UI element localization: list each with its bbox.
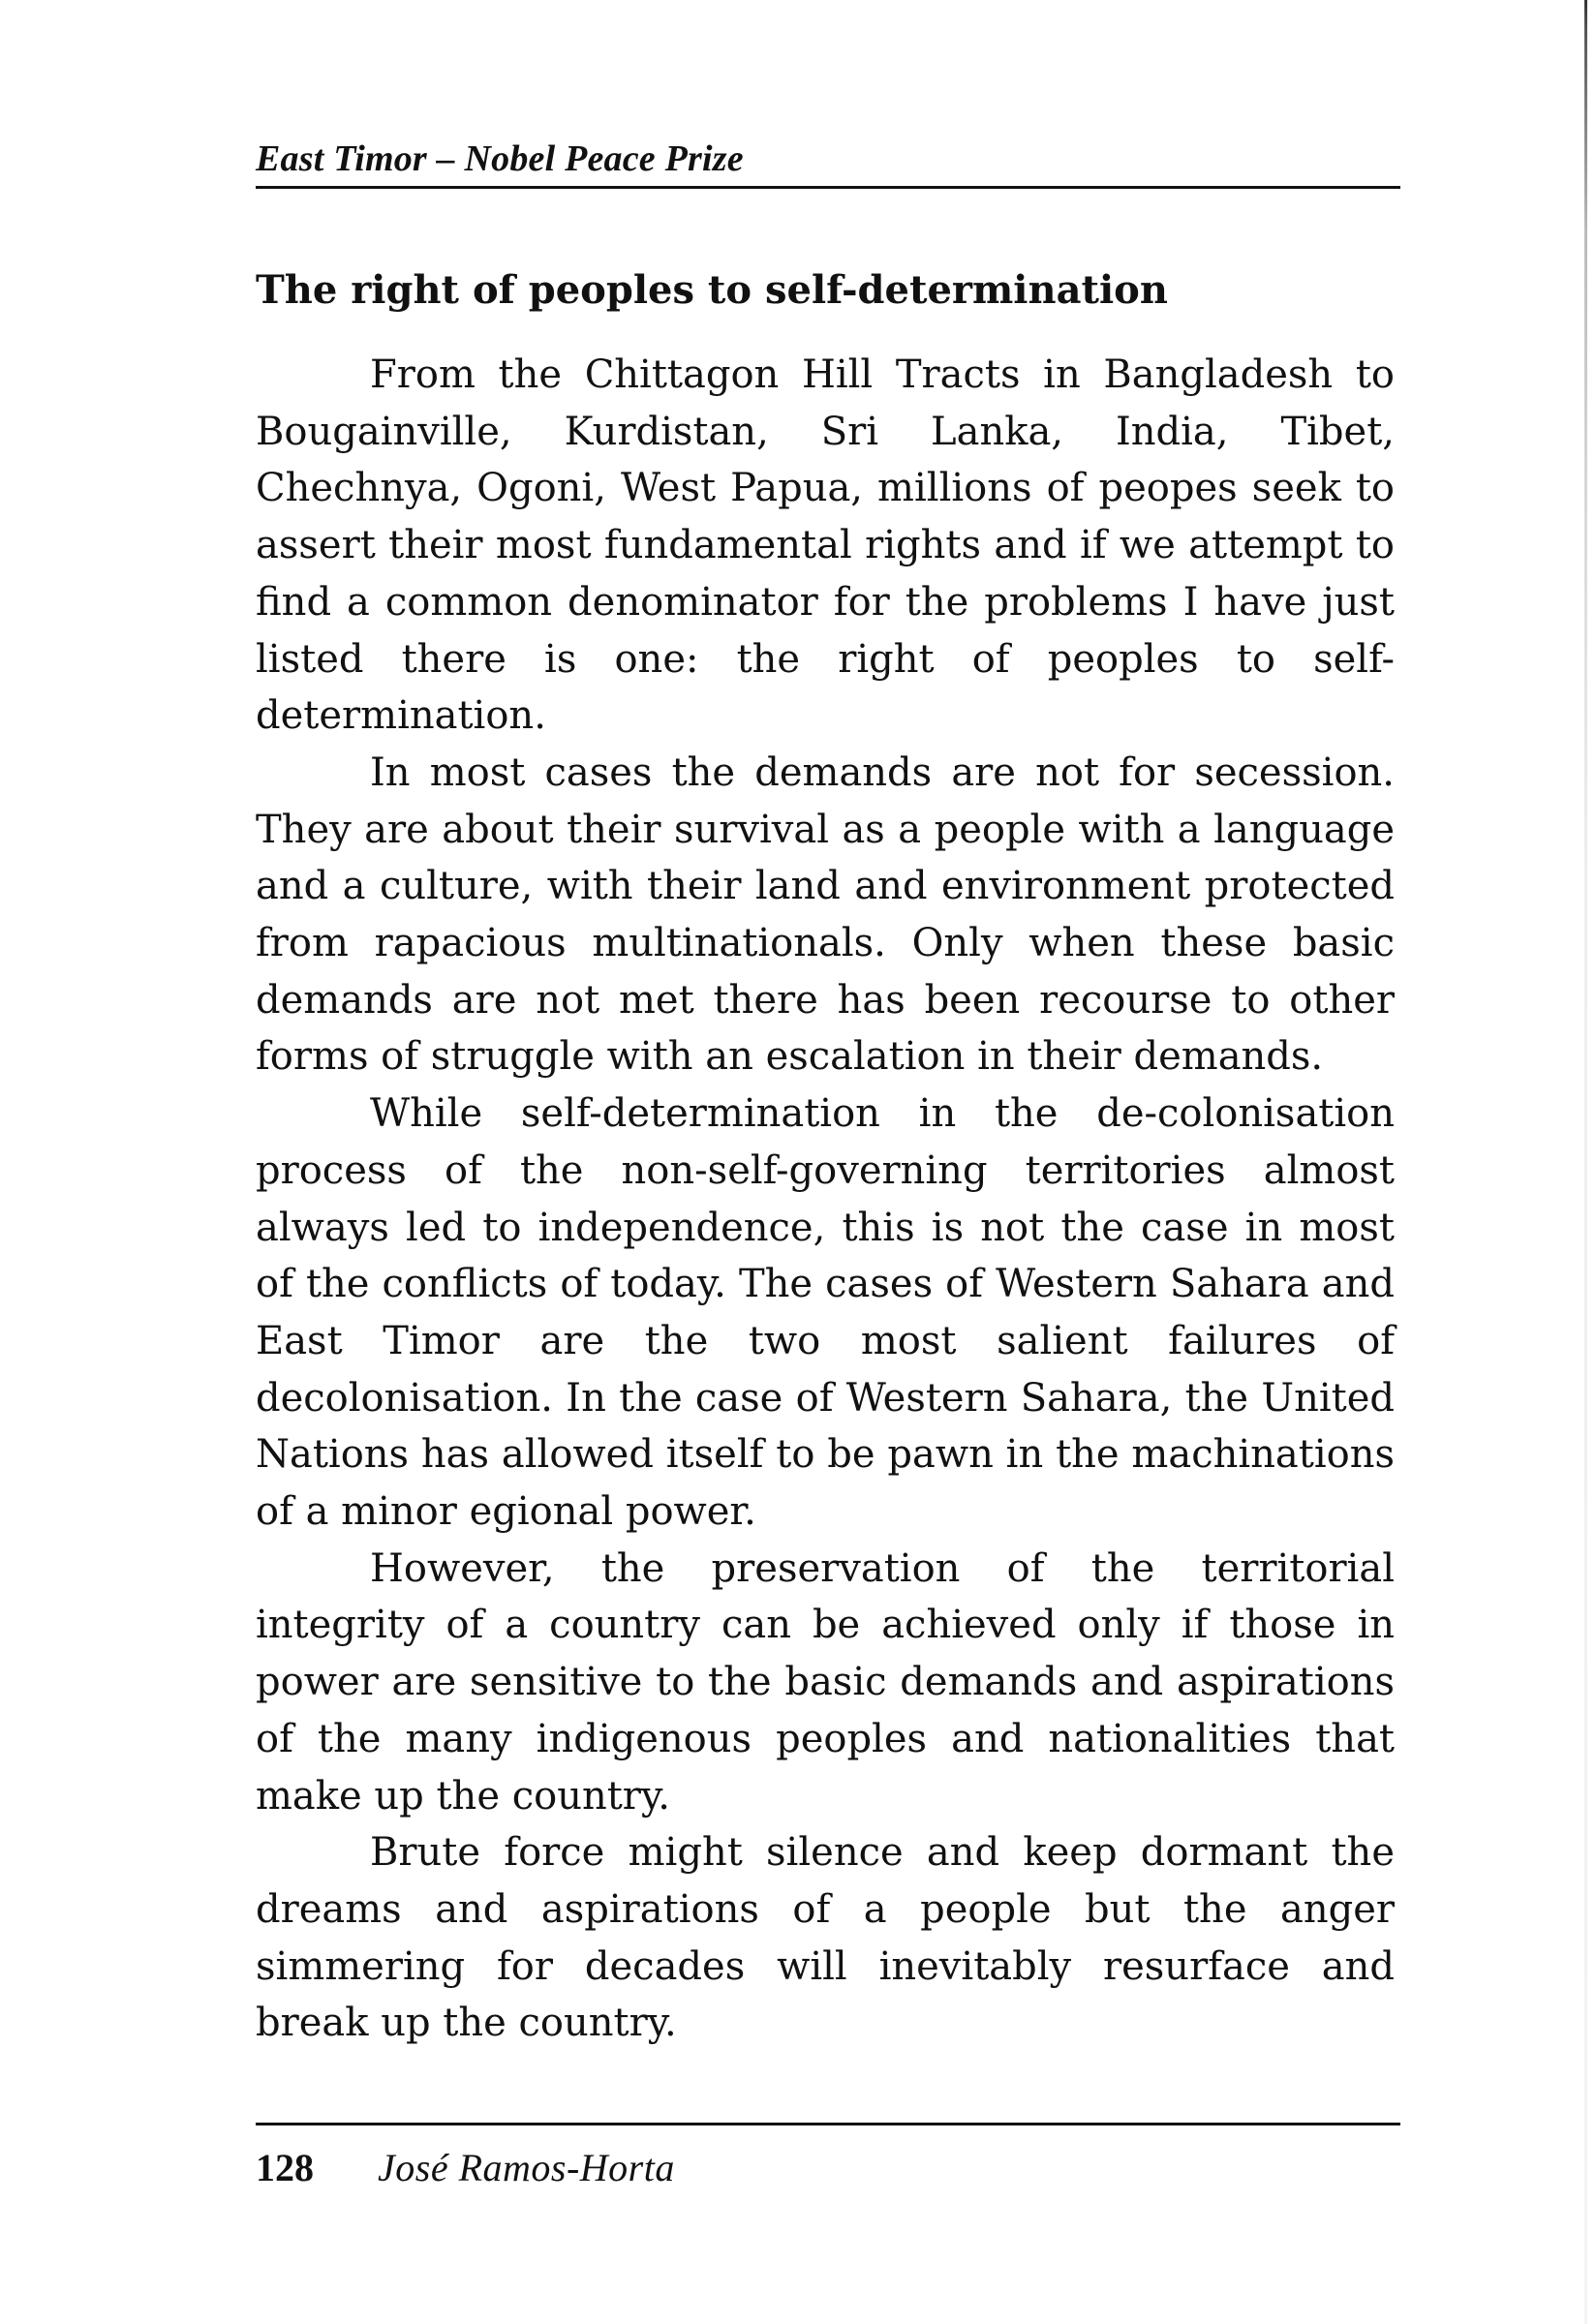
paragraph: While self-determination in the de-colonisation process of the non-self-governing territories almost always led to independence, this is not the case in most of the conflicts of today. The cases of Western Sahara and East Timor are the two most salient failures of decolonisation. In the case of Western Sahara, the United Nations has allowed itself to be pawn in the machinations of a minor egional power. (256, 1091, 1395, 1535)
paragraph: In most cases the demands are not for secession. They are about their survival as a people with a language and a culture, with their land and environment protected from rapacious multinationals. Only when these basic demands are not met there has been recourse to other forms of struggle with an escalation in their demands. (256, 749, 1395, 1080)
page-edge-shadow (1584, 0, 1587, 2324)
running-footer (256, 2123, 1400, 2203)
body-text (256, 347, 1395, 2052)
running-header (256, 126, 1400, 189)
page-number: 128 (256, 2146, 314, 2189)
paragraph: From the Chittagon Hill Tracts in Bangladesh to Bougainville, Kurdistan, Sri Lanka, India, Tibet, Chechnya, Ogoni, West Papua, millions of peopes seek to assert their most fundamental rights and if we attempt to find a common denominator for the problems I have just listed there is one: the right of peoples to self-determination. (256, 352, 1395, 739)
paragraph: Brute force might silence and keep dormant the dreams and aspirations of a people but the anger simmering for decades will inevitably resurface and break up the country. (256, 1830, 1395, 2046)
section-heading: The right of peoples to self-determination (256, 267, 1168, 313)
paragraph: However, the preservation of the territorial integrity of a country can be achieved only if those in power are sensitive to the basic demands and aspirations of the many indigenous peoples and nationalities that make up the country. (256, 1545, 1395, 1819)
author-name: José Ramos-Horta (378, 2146, 675, 2189)
running-header-title: East Timor – Nobel Peace Prize (256, 138, 744, 179)
